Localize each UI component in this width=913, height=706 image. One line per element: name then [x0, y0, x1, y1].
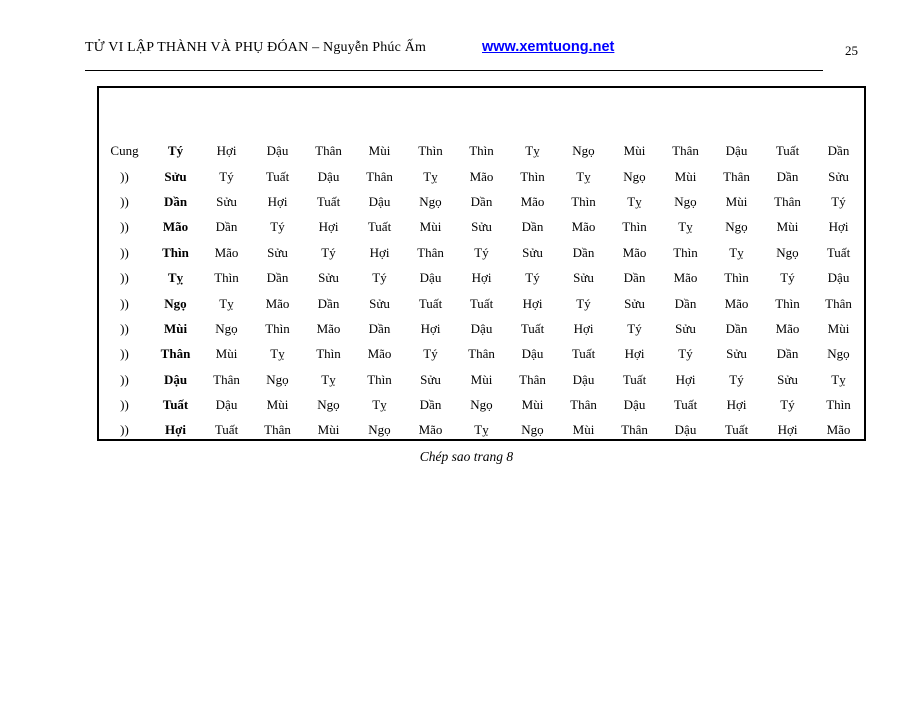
zodiac-cell: Thân — [672, 143, 699, 159]
zodiac-cell: Tỵ — [372, 397, 387, 413]
zodiac-cell: Sửu — [726, 346, 747, 362]
zodiac-cell: Mùi — [470, 371, 493, 387]
zodiac-cell: Mùi — [317, 422, 340, 438]
zodiac-cell: Dần — [725, 320, 748, 336]
table-row — [99, 163, 864, 188]
zodiac-cell: Ngọ — [623, 168, 646, 184]
branch-label-cell: Mùi — [163, 320, 188, 336]
zodiac-cell: Ngọ — [368, 422, 391, 438]
table-row — [99, 189, 864, 214]
zodiac-cell: Dần — [776, 168, 799, 184]
branch-label-cell: Tý — [167, 143, 184, 159]
zodiac-cell: Thân — [213, 371, 240, 387]
zodiac-cell: Dậu — [368, 193, 391, 209]
zodiac-cell: Hợi — [318, 219, 339, 235]
branch-label-cell: Dần — [163, 193, 188, 209]
zodiac-cell: Ngọ — [521, 422, 544, 438]
zodiac-cell: Dậu — [419, 270, 442, 286]
zodiac-cell: Thân — [519, 371, 546, 387]
zodiac-cell: Tuất — [265, 168, 290, 184]
zodiac-cell: Hợi — [369, 244, 390, 260]
zodiac-cell: Tý — [576, 295, 591, 311]
zodiac-cell: Tuất — [826, 244, 851, 260]
ditto-cell: )) — [120, 244, 129, 260]
zodiac-cell: Mùi — [776, 219, 799, 235]
zodiac-cell: Sửu — [624, 295, 645, 311]
table-row — [99, 417, 864, 441]
zodiac-cell: Thân — [264, 422, 291, 438]
zodiac-cell: Mão — [316, 320, 341, 336]
zodiac-cell: Sửu — [777, 371, 798, 387]
zodiac-cell: Tý — [270, 219, 285, 235]
zodiac-cell: Tỵ — [576, 168, 591, 184]
zodiac-cell: Tý — [831, 193, 846, 209]
table-row — [99, 341, 864, 366]
page-number: 25 — [845, 43, 858, 58]
ditto-cell: )) — [120, 346, 129, 362]
zodiac-cell: Tuất — [520, 320, 545, 336]
zodiac-cell: Mão — [469, 168, 494, 184]
ditto-cell: )) — [120, 295, 129, 311]
ditto-cell: )) — [120, 422, 129, 438]
website-link[interactable]: www.xemtuong.net — [482, 39, 615, 55]
zodiac-cell: Mão — [622, 244, 647, 260]
zodiac-cell: Tý — [525, 270, 540, 286]
zodiac-cell: Mùi — [623, 143, 646, 159]
ditto-cell: )) — [120, 270, 129, 286]
zodiac-cell: Hợi — [471, 270, 492, 286]
zodiac-cell: Tỵ — [831, 371, 846, 387]
branch-label-cell: Tuất — [162, 397, 189, 413]
zodiac-cell: Hợi — [777, 422, 798, 438]
cung-header-cell: Cung — [110, 143, 139, 159]
ditto-cell: )) — [120, 371, 129, 387]
zodiac-cell: Hợi — [522, 295, 543, 311]
zodiac-cell: Ngọ — [215, 320, 238, 336]
zodiac-cell: Hợi — [675, 371, 696, 387]
zodiac-cell: Tý — [780, 397, 795, 413]
zodiac-cell: Dậu — [266, 143, 289, 159]
zodiac-cell: Ngọ — [827, 346, 850, 362]
zodiac-cell: Mão — [826, 422, 851, 438]
zodiac-cell: Tý — [627, 320, 642, 336]
branch-label-cell: Tỵ — [167, 270, 184, 286]
zodiac-cell: Mùi — [266, 397, 289, 413]
zodiac-cell: Dần — [521, 219, 544, 235]
header-divider — [85, 70, 823, 71]
zodiac-cell: Tý — [474, 244, 489, 260]
table-row — [99, 265, 864, 290]
zodiac-cell: Hợi — [828, 219, 849, 235]
zodiac-cell: Dần — [317, 295, 340, 311]
zodiac-cell: Ngọ — [572, 143, 595, 159]
table-caption: Chép sao trang 8 — [419, 449, 514, 464]
zodiac-cell: Tỵ — [627, 193, 642, 209]
zodiac-cell: Tuất — [316, 193, 341, 209]
zodiac-cell: Thìn — [469, 143, 494, 159]
table-row — [99, 367, 864, 392]
zodiac-cell: Mùi — [674, 168, 697, 184]
zodiac-cell: Sửu — [318, 270, 339, 286]
document-title: TỬ VI LẬP THÀNH VÀ PHỤ ĐÓAN – Nguyễn Phúc Ấm — [85, 40, 427, 55]
zodiac-cell: Tý — [780, 270, 795, 286]
zodiac-cell: Tuất — [571, 346, 596, 362]
zodiac-cell: Ngọ — [674, 193, 697, 209]
zodiac-cell: Dần — [827, 143, 850, 159]
zodiac-cell: Mão — [265, 295, 290, 311]
zodiac-cell: Mùi — [521, 397, 544, 413]
ditto-cell: )) — [120, 168, 129, 184]
zodiac-cell: Thìn — [367, 371, 392, 387]
zodiac-cell: Tý — [423, 346, 438, 362]
zodiac-cell: Ngọ — [419, 193, 442, 209]
zodiac-cell: Tuất — [214, 422, 239, 438]
zodiac-cell: Thìn — [724, 270, 749, 286]
branch-label-cell: Thìn — [162, 244, 189, 260]
branch-label-cell: Ngọ — [164, 295, 187, 311]
zodiac-cell: Hợi — [726, 397, 747, 413]
zodiac-cell: Tuất — [418, 295, 443, 311]
zodiac-cell: Dần — [470, 193, 493, 209]
zodiac-cell: Tuất — [673, 397, 698, 413]
zodiac-cell: Dậu — [725, 143, 748, 159]
zodiac-cell: Tỵ — [525, 143, 540, 159]
zodiac-cell: Dậu — [827, 270, 850, 286]
zodiac-cell: Tý — [321, 244, 336, 260]
zodiac-cell: Thân — [774, 193, 801, 209]
zodiac-cell: Mão — [214, 244, 239, 260]
zodiac-cell: Thìn — [520, 168, 545, 184]
zodiac-cell: Dậu — [623, 397, 646, 413]
zodiac-cell: Sửu — [828, 168, 849, 184]
zodiac-cell: Hợi — [624, 346, 645, 362]
zodiac-cell: Mùi — [368, 143, 391, 159]
branch-label-cell: Sửu — [164, 168, 187, 184]
zodiac-cell: Tỵ — [219, 295, 234, 311]
zodiac-cell: Sửu — [369, 295, 390, 311]
zodiac-cell: Sửu — [216, 193, 237, 209]
ditto-cell: )) — [120, 219, 129, 235]
zodiac-cell: Thân — [417, 244, 444, 260]
zodiac-cell: Dậu — [521, 346, 544, 362]
zodiac-cell: Tỵ — [270, 346, 285, 362]
zodiac-cell: Thân — [366, 168, 393, 184]
zodiac-cell: Mùi — [572, 422, 595, 438]
zodiac-cell: Mão — [673, 270, 698, 286]
zodiac-cell: Tý — [729, 371, 744, 387]
zodiac-cell: Thìn — [826, 397, 851, 413]
zodiac-cell: Sửu — [420, 371, 441, 387]
branch-label-cell: Hợi — [165, 422, 186, 438]
zodiac-cell: Sửu — [675, 320, 696, 336]
zodiac-cell: Hợi — [216, 143, 237, 159]
zodiac-cell: Thìn — [265, 320, 290, 336]
zodiac-cell: Mùi — [725, 193, 748, 209]
zodiac-cell: Tỵ — [729, 244, 744, 260]
zodiac-table — [97, 86, 866, 441]
zodiac-cell: Tuất — [469, 295, 494, 311]
zodiac-cell: Tý — [678, 346, 693, 362]
zodiac-cell: Hợi — [420, 320, 441, 336]
ditto-cell: )) — [120, 320, 129, 336]
zodiac-cell: Thân — [315, 143, 342, 159]
zodiac-cell: Mão — [418, 422, 443, 438]
zodiac-cell: Sửu — [267, 244, 288, 260]
zodiac-cell: Tý — [372, 270, 387, 286]
zodiac-cell: Tuất — [622, 371, 647, 387]
table-row — [99, 240, 864, 265]
zodiac-cell: Sửu — [573, 270, 594, 286]
zodiac-cell: Thân — [723, 168, 750, 184]
zodiac-cell: Thìn — [316, 346, 341, 362]
ditto-cell: )) — [120, 193, 129, 209]
zodiac-cell: Tỵ — [423, 168, 438, 184]
branch-label-cell: Mão — [162, 219, 189, 235]
zodiac-cell: Ngọ — [317, 397, 340, 413]
zodiac-cell: Tỵ — [678, 219, 693, 235]
zodiac-cell: Dậu — [572, 371, 595, 387]
zodiac-cell: Hợi — [573, 320, 594, 336]
zodiac-cell: Dần — [674, 295, 697, 311]
zodiac-cell: Dần — [266, 270, 289, 286]
zodiac-cell: Dậu — [674, 422, 697, 438]
zodiac-cell: Thân — [621, 422, 648, 438]
zodiac-cell: Tuất — [775, 143, 800, 159]
zodiac-cell: Ngọ — [776, 244, 799, 260]
zodiac-cell: Dần — [215, 219, 238, 235]
table-row — [99, 392, 864, 417]
zodiac-cell: Mão — [367, 346, 392, 362]
zodiac-cell: Sửu — [522, 244, 543, 260]
zodiac-cell: Dậu — [317, 168, 340, 184]
zodiac-cell: Thìn — [673, 244, 698, 260]
zodiac-cell: Ngọ — [725, 219, 748, 235]
zodiac-cell: Mão — [520, 193, 545, 209]
zodiac-cell: Thìn — [571, 193, 596, 209]
branch-label-cell: Thân — [160, 346, 191, 362]
zodiac-cell: Thân — [468, 346, 495, 362]
table-row — [99, 290, 864, 315]
zodiac-cell: Dần — [419, 397, 442, 413]
zodiac-cell: Tỵ — [321, 371, 336, 387]
branch-label-cell: Dậu — [163, 371, 188, 387]
zodiac-cell: Thân — [825, 295, 852, 311]
zodiac-cell: Thìn — [622, 219, 647, 235]
zodiac-cell: Mùi — [827, 320, 850, 336]
zodiac-cell: Mão — [724, 295, 749, 311]
zodiac-cell: Ngọ — [470, 397, 493, 413]
zodiac-cell: Dần — [776, 346, 799, 362]
zodiac-cell: Dần — [572, 244, 595, 260]
zodiac-cell: Sửu — [471, 219, 492, 235]
zodiac-cell: Thân — [570, 397, 597, 413]
zodiac-cell: Dần — [623, 270, 646, 286]
zodiac-cell: Ngọ — [266, 371, 289, 387]
zodiac-cell: Mùi — [215, 346, 238, 362]
zodiac-cell: Hợi — [267, 193, 288, 209]
zodiac-cell: Tuất — [367, 219, 392, 235]
zodiac-cell: Tỵ — [474, 422, 489, 438]
zodiac-cell: Thìn — [214, 270, 239, 286]
zodiac-cell: Tý — [219, 168, 234, 184]
zodiac-cell: Tuất — [724, 422, 749, 438]
table-row — [99, 316, 864, 341]
zodiac-cell: Mão — [571, 219, 596, 235]
zodiac-cell: Mùi — [419, 219, 442, 235]
zodiac-cell: Thìn — [775, 295, 800, 311]
zodiac-cell: Dậu — [215, 397, 238, 413]
zodiac-cell: Thìn — [418, 143, 443, 159]
zodiac-cell: Dậu — [470, 320, 493, 336]
table-row — [99, 214, 864, 239]
zodiac-cell: Dần — [368, 320, 391, 336]
table-row — [99, 138, 864, 163]
ditto-cell: )) — [120, 397, 129, 413]
zodiac-cell: Mão — [775, 320, 800, 336]
